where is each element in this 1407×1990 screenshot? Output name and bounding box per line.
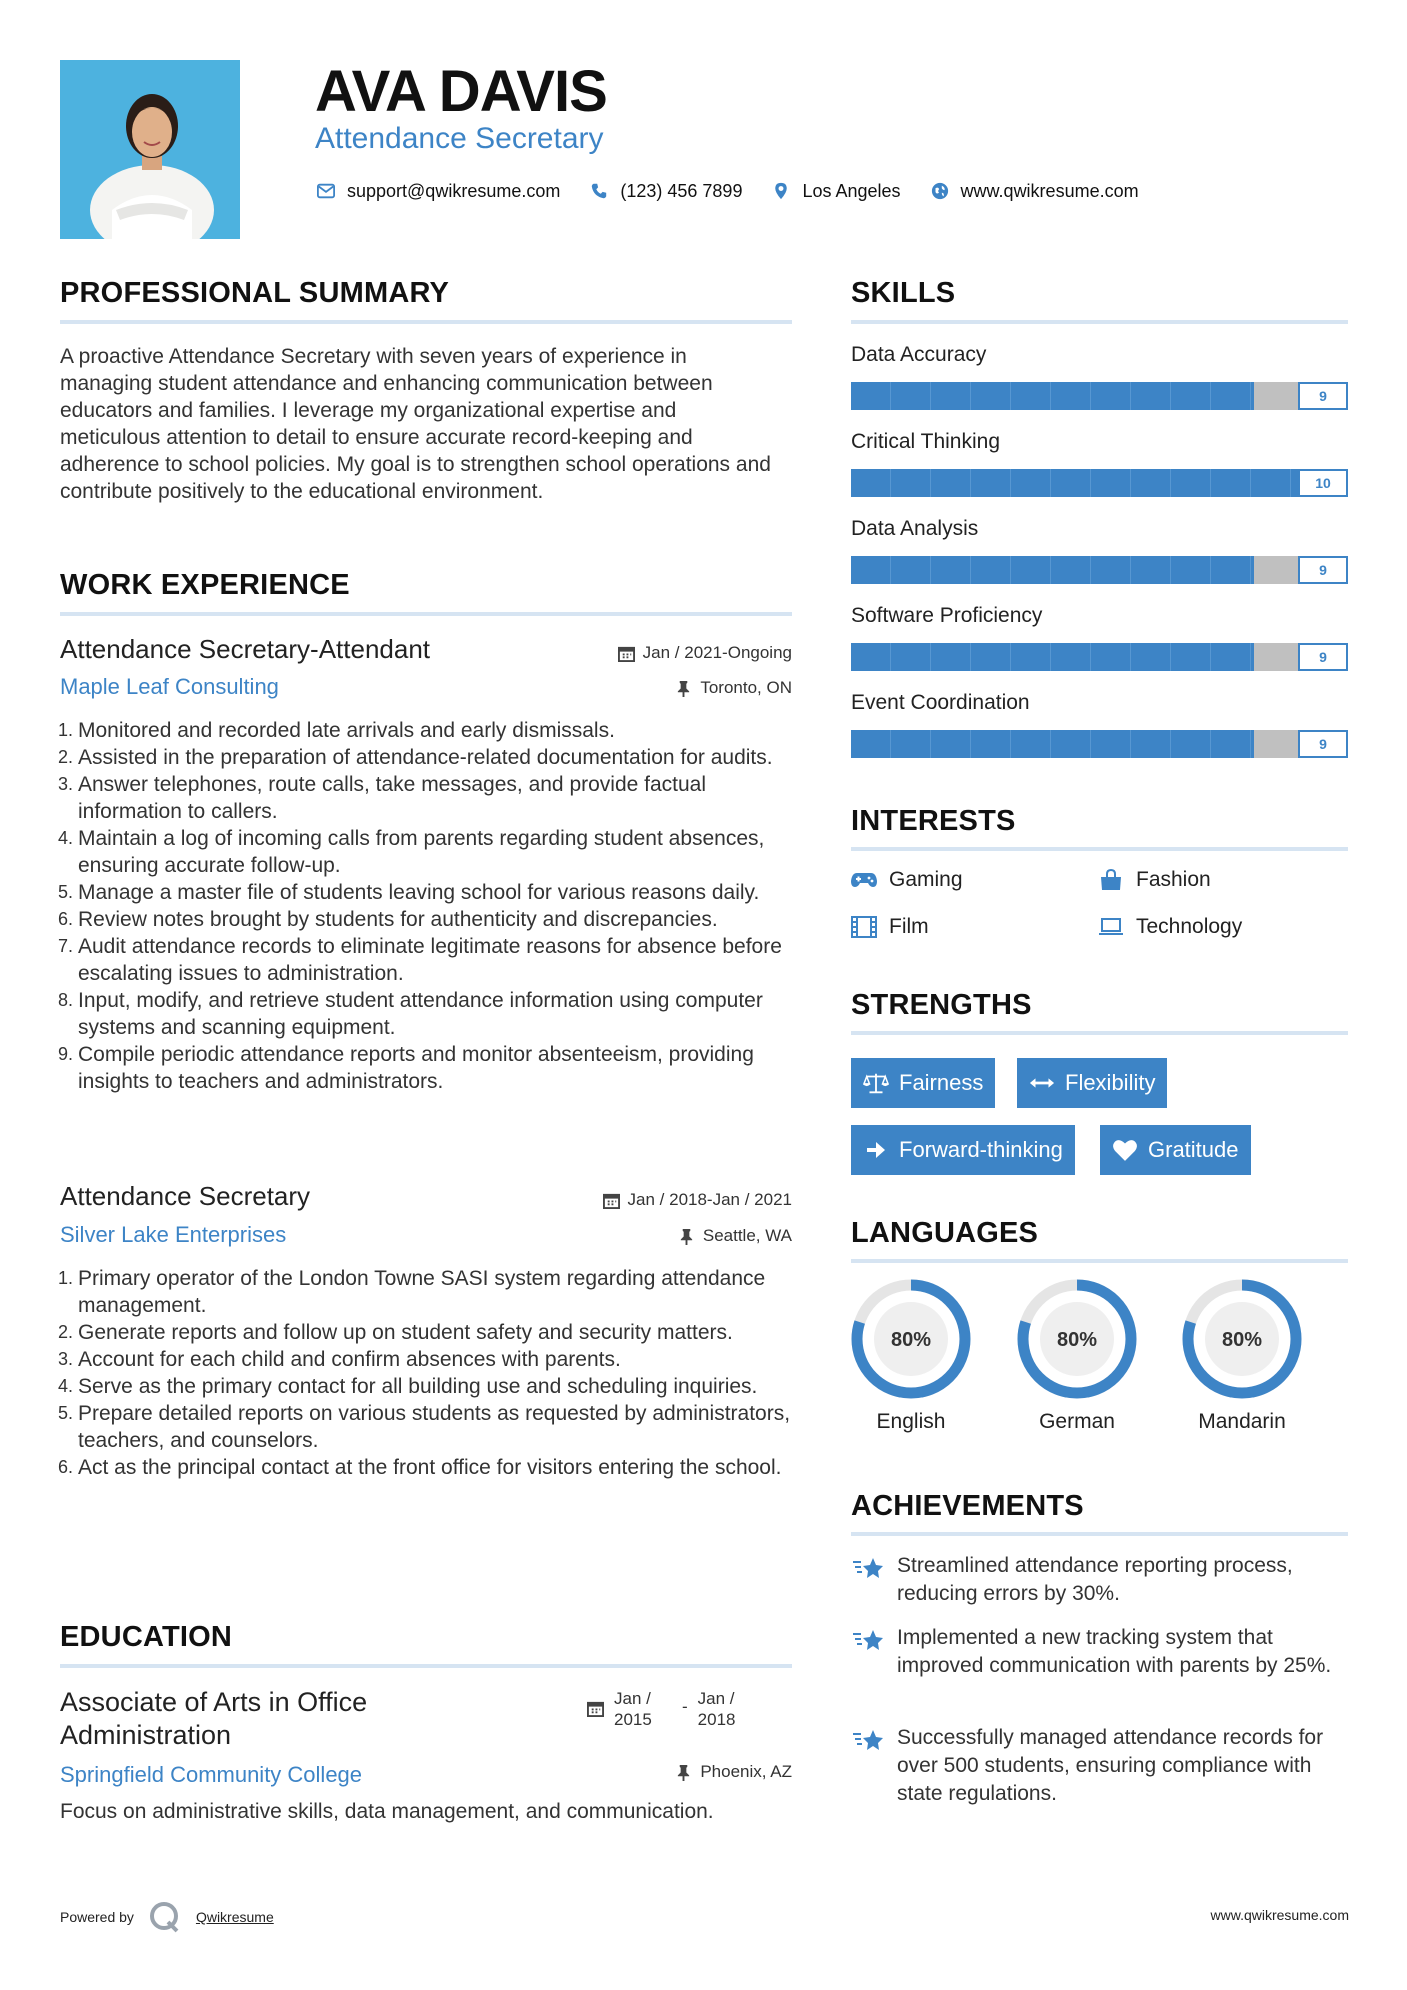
interest-item-technology (1098, 915, 1242, 939)
strength-label: Fairness (899, 1070, 984, 1095)
heart-icon (1112, 1138, 1138, 1162)
language-percent: 80% (1056, 1329, 1098, 1351)
work-heading: WORK EXPERIENCE (60, 569, 350, 601)
achievement-text: Streamlined attendance reporting process, reducing errors by 30%. (897, 1554, 1293, 1605)
language-ring (1181, 1278, 1303, 1400)
shopping-bag-icon (1098, 869, 1124, 891)
map-marker-icon (770, 182, 792, 200)
list-item: 4. Maintain a log of incoming calls from parents regarding student absences, ensuring accurate follow-up. (58, 827, 765, 877)
skill-name: Event Coordination (851, 691, 1030, 714)
list-item: 2. Assisted in the preparation of attendance-related documentation for audits. (58, 746, 773, 769)
list-item: 8. Input, modify, and retrieve student attendance information using computer systems and scanning equipment. (58, 989, 763, 1039)
skill-fill (851, 556, 1254, 584)
gamepad-icon (851, 869, 877, 891)
job-duties-list (60, 717, 795, 1095)
skill-bar (851, 469, 1348, 497)
job-date (618, 643, 792, 663)
qwikresume-logo-icon (148, 1900, 182, 1934)
strengths-heading: STRENGTHS (851, 989, 1032, 1021)
strength-badge-forward-thinking (851, 1125, 1075, 1175)
interests-heading: INTERESTS (851, 805, 1016, 837)
interest-label: Technology (1136, 915, 1243, 938)
job-location-text: Toronto, ON (700, 678, 792, 697)
strength-label: Forward-thinking (899, 1137, 1063, 1162)
achievement-text: Successfully managed attendance records for over 500 students, ensuring compliance with state regulations. (897, 1726, 1324, 1805)
skill-score: 9 (1298, 382, 1348, 410)
list-item: 3. Account for each child and confirm absences with parents. (58, 1348, 621, 1371)
calendar-icon (587, 1700, 604, 1717)
list-item: 5. Prepare detailed reports on various students as requested by administrators, teachers, and counselors. (58, 1402, 791, 1452)
interest-item-gaming (851, 868, 963, 892)
strength-badge-gratitude (1100, 1125, 1251, 1175)
job-title: Attendance Secretary-Attendant (60, 634, 431, 664)
skill-fill (851, 382, 1254, 410)
language-name: English (876, 1410, 946, 1433)
skill-fill (851, 643, 1254, 671)
education-location-text: Phoenix, AZ (700, 1762, 792, 1781)
language-item (846, 1278, 976, 1434)
skill-name: Software Proficiency (851, 604, 1043, 627)
list-item: 7. Audit attendance records to eliminate legitimate reasons for absence before escalating issues to administration. (58, 935, 782, 985)
skill-score: 9 (1298, 556, 1348, 584)
strength-label: Gratitude (1148, 1137, 1239, 1162)
education-end-date: Jan / 2018 (697, 1689, 736, 1729)
contact-phone[interactable]: (123) 456 7899 (620, 180, 743, 201)
list-item: 3. Answer telephones, route calls, take messages, and provide factual information to callers. (58, 773, 707, 823)
achievement-item (851, 1624, 1348, 1680)
shooting-star-icon (851, 1726, 885, 1754)
skill-score: 10 (1298, 469, 1348, 497)
achievements-heading: ACHIEVEMENTS (851, 1490, 1084, 1522)
film-icon (851, 916, 877, 938)
contact-bar (315, 178, 1157, 204)
skills-heading: SKILLS (851, 277, 956, 309)
achievement-item (851, 1724, 1348, 1808)
strength-badge-flexibility (1017, 1058, 1167, 1108)
education-date-separator: - (682, 1697, 688, 1716)
pushpin-icon (675, 680, 692, 697)
skill-fill (851, 469, 1348, 497)
achievement-text: Implemented a new tracking system that improved communication with parents by 25%. (897, 1626, 1332, 1677)
calendar-icon (618, 645, 635, 662)
interest-item-fashion (1098, 868, 1211, 892)
job-date-text: Jan / 2018-Jan / 2021 (627, 1190, 792, 1209)
strength-label: Flexibility (1065, 1070, 1156, 1095)
education-description: Focus on administrative skills, data management, and communication. (60, 1800, 714, 1823)
skill-fill (851, 730, 1254, 758)
list-item: 6. Act as the principal contact at the front office for visitors entering the school. (58, 1456, 782, 1479)
arrows-horizontal-icon (1029, 1071, 1055, 1095)
list-item: 6. Review notes brought by students for authenticity and discrepancies. (58, 908, 718, 931)
qwikresume-link[interactable]: Qwikresume (195, 1909, 274, 1925)
skill-bar (851, 382, 1348, 410)
pushpin-icon (675, 1764, 692, 1781)
job-date (603, 1190, 792, 1210)
skill-name: Data Analysis (851, 517, 979, 540)
profile-photo-illustration (60, 60, 240, 239)
job-company: Maple Leaf Consulting (60, 674, 279, 699)
skill-name: Data Accuracy (851, 343, 987, 366)
contact-website[interactable]: www.qwikresume.com (960, 180, 1139, 201)
phone-icon (588, 182, 610, 200)
arrow-right-icon (863, 1138, 889, 1162)
degree-title: Associate of Arts in Office Administration (60, 1687, 368, 1750)
pushpin-icon (678, 1228, 695, 1245)
balance-scale-icon (863, 1071, 889, 1095)
skill-name: Critical Thinking (851, 430, 1000, 453)
contact-email[interactable]: support@qwikresume.com (347, 180, 561, 201)
work-divider (60, 612, 792, 616)
school-name: Springfield Community College (60, 1762, 363, 1787)
languages-heading: LANGUAGES (851, 1217, 1039, 1249)
language-ring (1016, 1278, 1138, 1400)
laptop-icon (1098, 916, 1124, 938)
language-ring (850, 1278, 972, 1400)
calendar-icon (603, 1192, 620, 1209)
language-item (1177, 1278, 1307, 1434)
education-location (675, 1762, 792, 1782)
skill-score: 9 (1298, 730, 1348, 758)
skill-bar (851, 730, 1348, 758)
skill-bar (851, 556, 1348, 584)
list-item: 1. Primary operator of the London Towne SASI system regarding attendance management. (58, 1267, 766, 1317)
list-item: 9. Compile periodic attendance reports and monitor absenteeism, providing insights to teachers and administrators. (58, 1043, 754, 1093)
strengths-divider (851, 1031, 1348, 1035)
powered-by-text: Powered by (60, 1909, 134, 1925)
skill-score: 9 (1298, 643, 1348, 671)
shooting-star-icon (851, 1554, 885, 1582)
list-item: 4. Serve as the primary contact for all building use and scheduling inquiries. (58, 1375, 758, 1398)
interest-label: Fashion (1136, 868, 1211, 891)
language-percent: 80% (890, 1329, 932, 1351)
languages-divider (851, 1259, 1348, 1263)
list-item: 2. Generate reports and follow up on student safety and security matters. (58, 1321, 733, 1344)
language-percent: 80% (1221, 1329, 1263, 1351)
summary-heading: PROFESSIONAL SUMMARY (60, 277, 450, 309)
achievements-divider (851, 1532, 1348, 1536)
education-divider (60, 1664, 792, 1668)
strength-badge-fairness (851, 1058, 995, 1108)
job-location-text: Seattle, WA (702, 1226, 792, 1245)
job-date-text: Jan / 2021-Ongoing (642, 643, 792, 662)
list-item: 5. Manage a master file of students leaving school for various reasons daily. (58, 881, 760, 904)
job-location (675, 678, 792, 698)
job-title: Attendance Secretary (60, 1181, 311, 1211)
contact-location: Los Angeles (802, 180, 901, 201)
skills-divider (851, 320, 1348, 324)
job-duties-list (60, 1265, 795, 1481)
footer-url[interactable]: www.qwikresume.com (1210, 1907, 1349, 1923)
interest-label: Film (889, 915, 929, 938)
list-item: 1. Monitored and recorded late arrivals and early dismissals. (58, 719, 615, 742)
envelope-icon (315, 182, 337, 200)
education-heading: EDUCATION (60, 1621, 233, 1653)
education-date (587, 1688, 746, 1730)
achievement-item (851, 1552, 1348, 1608)
globe-icon (929, 182, 951, 200)
skill-bar (851, 643, 1348, 671)
interests-divider (851, 847, 1348, 851)
profile-photo (60, 60, 240, 239)
job-company: Silver Lake Enterprises (60, 1222, 287, 1247)
language-name: German (1039, 1410, 1115, 1433)
interest-item-film (851, 915, 929, 939)
education-start-date: Jan / 2015 (614, 1689, 652, 1729)
language-name: Mandarin (1198, 1410, 1286, 1433)
candidate-role: Attendance Secretary (315, 122, 604, 155)
language-item (1012, 1278, 1142, 1434)
candidate-name: AVA DAVIS (315, 59, 607, 124)
interest-label: Gaming (889, 868, 963, 891)
summary-divider (60, 320, 792, 324)
shooting-star-icon (851, 1626, 885, 1654)
footer-powered-by (60, 1900, 274, 1934)
summary-text: A proactive Attendance Secretary with seven years of experience in managing student attendance and enhancing communication between educators and families. I leverage my organizational expertise and meticulous attention to detail to ensure accurate record-keeping and adherence to school policies. My goal is to strengthen school operations and contribute positively to the educational environment. (60, 345, 771, 503)
job-location (678, 1226, 792, 1246)
